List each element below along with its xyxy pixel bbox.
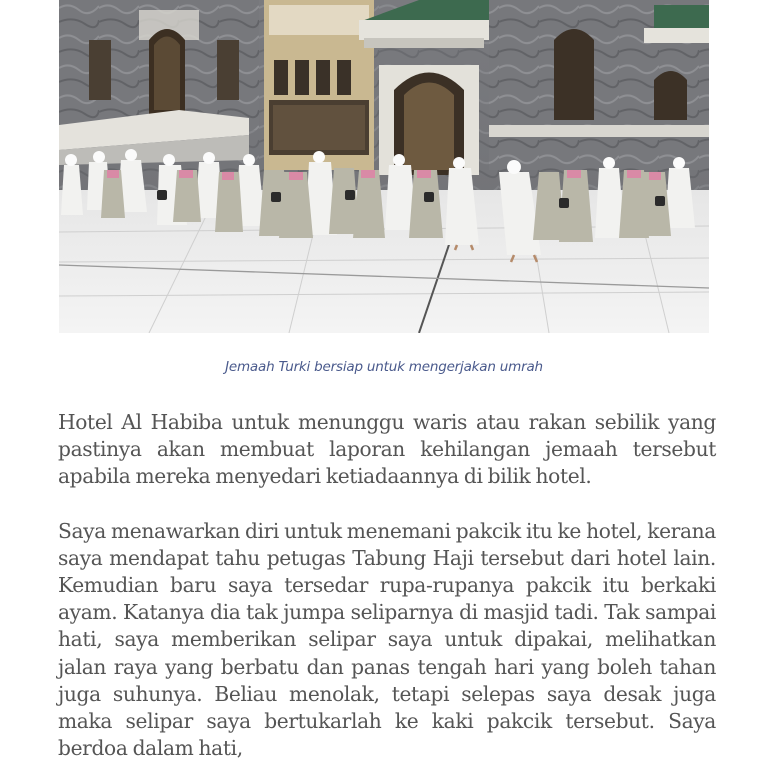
paragraph: Hotel Al Habiba untuk menunggu waris atau rakan sebilik yang pastinya akan membuat laporan kehilangan jemaah tersebut apabila mereka menyedari ketiadaannya di bilik hotel. [58,410,716,489]
body-text [58,409,716,762]
pilgrims-photo [59,0,709,333]
paragraph: Saya menawarkan diri untuk menemani pakcik itu ke hotel, kerana saya mendapat tahu petugas Tabung Haji tersebut dari hotel lain. Kemudian baru saya tersedar rupa-rupanya pakcik itu berkaki ayam. Katanya dia tak jumpa seliparnya di masjid tadi. Tak sampai hati, saya memberikan selipar saya untuk dipakai, melihatkan jalan raya yang berbatu dan panas tengah hari yang boleh tahan juga suhunya. Beliau menolak, tetapi selepas saya desak juga maka selipar saya bertukarlah ke kaki pakcik tersebut. Saya berdoa dalam hati, [58,518,716,761]
photo-caption: Jemaah Turki bersiap untuk mengerjakan umrah [225,359,543,375]
